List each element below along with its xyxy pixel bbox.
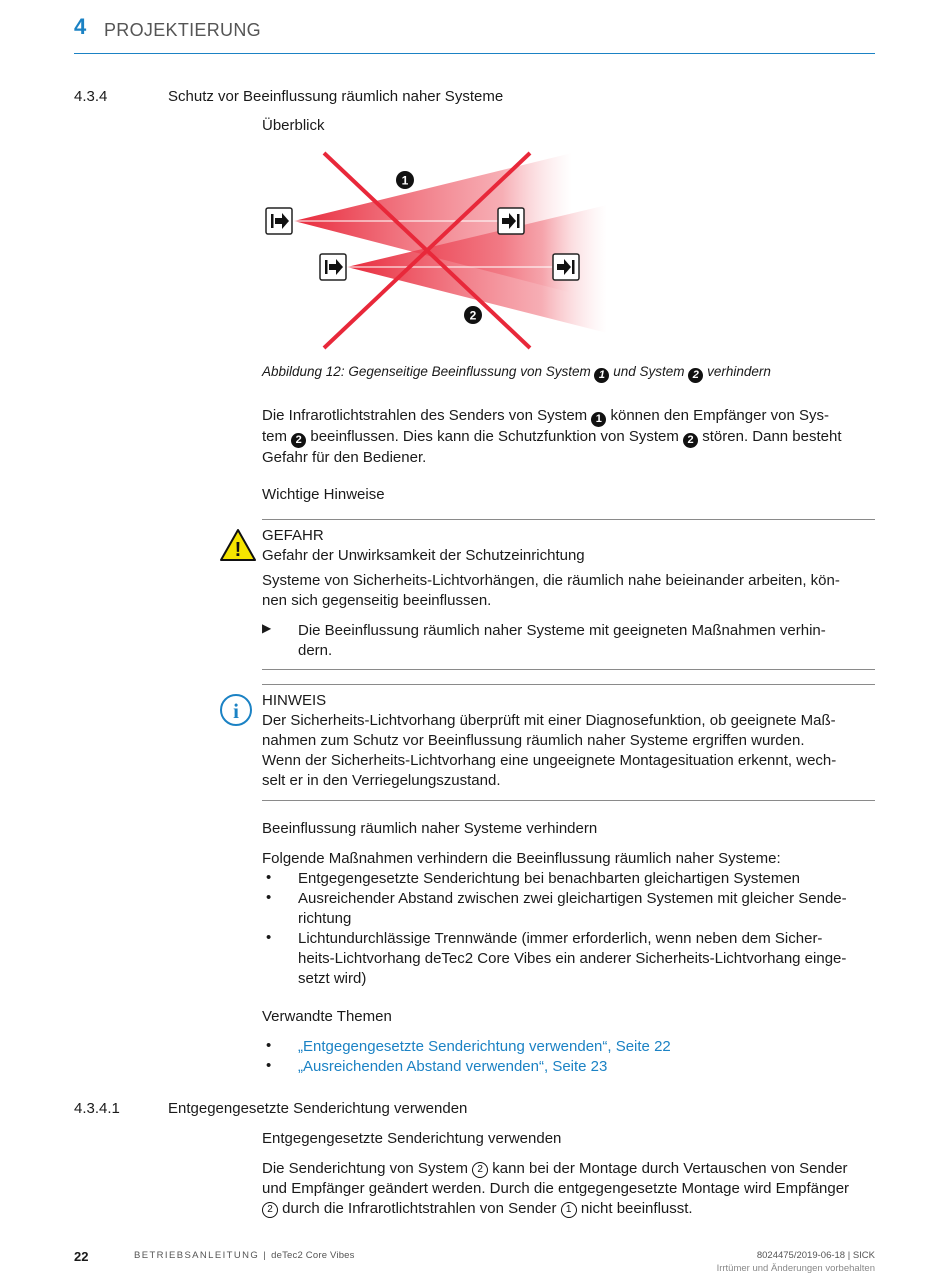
danger-top-rule: [262, 519, 875, 520]
note-bottom-rule: [262, 800, 875, 801]
subsection-heading: Entgegengesetzte Senderichtung verwenden: [262, 1130, 562, 1147]
chapter-title: PROJEKTIERUNG: [104, 20, 261, 40]
marker-2-outline: 2: [262, 1202, 278, 1218]
list-item: Lichtundurchlässige Trennwände (immer erforderlich, wenn neben dem Sicher- heits-Lichtvorhang deTec2 Core Vibes ein anderer Sicherheits-Lichtvorhang einge- setzt wird): [298, 930, 847, 987]
note-top-rule: [262, 684, 875, 685]
related-link-1[interactable]: „Entgegengesetzte Senderichtung verwenden“, Seite 22: [298, 1038, 671, 1055]
danger-subtitle: Gefahr der Unwirksamkeit der Schutzeinrichtung: [262, 547, 585, 564]
danger-action: Die Beeinflussung räumlich naher Systeme mit geeigneten Maßnahmen verhin- dern.: [298, 622, 826, 659]
svg-text:!: !: [234, 539, 242, 561]
prevent-heading: Beeinflussung räumlich naher Systeme verhindern: [262, 820, 598, 837]
subsection-title: Entgegengesetzte Senderichtung verwenden: [168, 1100, 468, 1117]
sender-1-icon: [266, 208, 292, 234]
danger-text: Systeme von Sicherheits-Lichtvorhängen, die räumlich nahe beieinander arbeiten, kön- nen sich gegenseitig beeinflussen.: [262, 572, 840, 609]
marker-2-outline: 2: [472, 1162, 488, 1178]
header-rule: [74, 53, 875, 54]
danger-label: GEFAHR: [262, 527, 324, 544]
receiver-1-icon: [498, 208, 524, 234]
svg-text:2: 2: [469, 308, 477, 323]
marker-2: 2: [683, 433, 698, 448]
caption-marker-1: 1: [594, 368, 609, 383]
danger-bottom-rule: [262, 669, 875, 670]
bullet-marker: •: [266, 1037, 272, 1054]
info-icon: [219, 693, 253, 727]
sender-2-icon: [320, 254, 346, 280]
subsection-paragraph: Die Senderichtung von System 2 kann bei der Montage durch Vertauschen von Sender und Empfänger geändert werden. Durch die entgegengesetzte Montage wird Empfänger 2 durch die Infrarotlichtstrahlen von Sender 1 nicht beeinflusst.: [262, 1160, 850, 1217]
marker-1-outline: 1: [561, 1202, 577, 1218]
svg-text:i: i: [233, 699, 239, 723]
chapter-number: 4: [74, 14, 87, 39]
action-marker-icon: ▶: [262, 621, 272, 635]
receiver-2-icon: [553, 254, 579, 280]
section-title: Schutz vor Beeinflussung räumlich naher Systeme: [168, 88, 504, 105]
caption-marker-2: 2: [688, 368, 703, 383]
footer-disclaimer: Irrtümer und Änderungen vorbehalten: [716, 1263, 875, 1274]
system-2-marker: [464, 306, 482, 324]
footer-doc: BETRIEBSANLEITUNG | deTec2 Core Vibes: [134, 1250, 355, 1261]
marker-1: 1: [591, 412, 606, 427]
figure-caption: Abbildung 12: Gegenseitige Beeinflussung von System 1 und System 2 verhindern: [262, 364, 771, 381]
svg-text:1: 1: [401, 173, 409, 188]
footer-reference: 8024475/2019-06-18 | SICK: [756, 1250, 875, 1261]
bullet-marker: •: [266, 869, 272, 886]
note-text: Der Sicherheits-Lichtvorhang überprüft mit einer Diagnosefunktion, ob geeignete Maß- nahmen zum Schutz vor Beeinflussung räumlich naher Systeme ergriffen wurden. Wenn der Sicherheits-Lichtvorhang eine ungeeignete Montagesituation erkennt, wech- selt er in den Verriegelungszustand.: [262, 712, 837, 789]
system-1-marker: [396, 171, 414, 189]
note-label: HINWEIS: [262, 692, 327, 709]
subsection-number: 4.3.4.1: [74, 1100, 120, 1117]
list-item: Entgegengesetzte Senderichtung bei benachbarten gleichartigen Systemen: [298, 870, 801, 887]
interference-figure: [262, 145, 612, 355]
marker-2: 2: [291, 433, 306, 448]
bullet-marker: •: [266, 929, 272, 946]
related-heading: Verwandte Themen: [262, 1008, 392, 1025]
intro-paragraph: Die Infrarotlichtstrahlen des Senders von System 1 können den Empfänger von Sys- tem 2 beeinflussen. Dies kann die Schutzfunktion von System 2 stören. Dann besteht Gefahr für den Bediener.: [262, 407, 842, 466]
section-number: 4.3.4: [74, 88, 108, 105]
bullet-marker: •: [266, 1057, 272, 1074]
important-heading: Wichtige Hinweise: [262, 486, 385, 503]
bullet-marker: •: [266, 889, 272, 906]
overview-heading: Überblick: [262, 117, 325, 134]
related-link-2[interactable]: „Ausreichenden Abstand verwenden“, Seite 23: [298, 1058, 608, 1075]
list-item: Ausreichender Abstand zwischen zwei gleichartigen Systemen mit gleicher Sende- richtung: [298, 890, 847, 927]
page-number: 22: [74, 1249, 89, 1264]
warning-triangle-icon: [219, 528, 257, 562]
prevent-intro: Folgende Maßnahmen verhindern die Beeinflussung räumlich naher Systeme:: [262, 850, 781, 867]
